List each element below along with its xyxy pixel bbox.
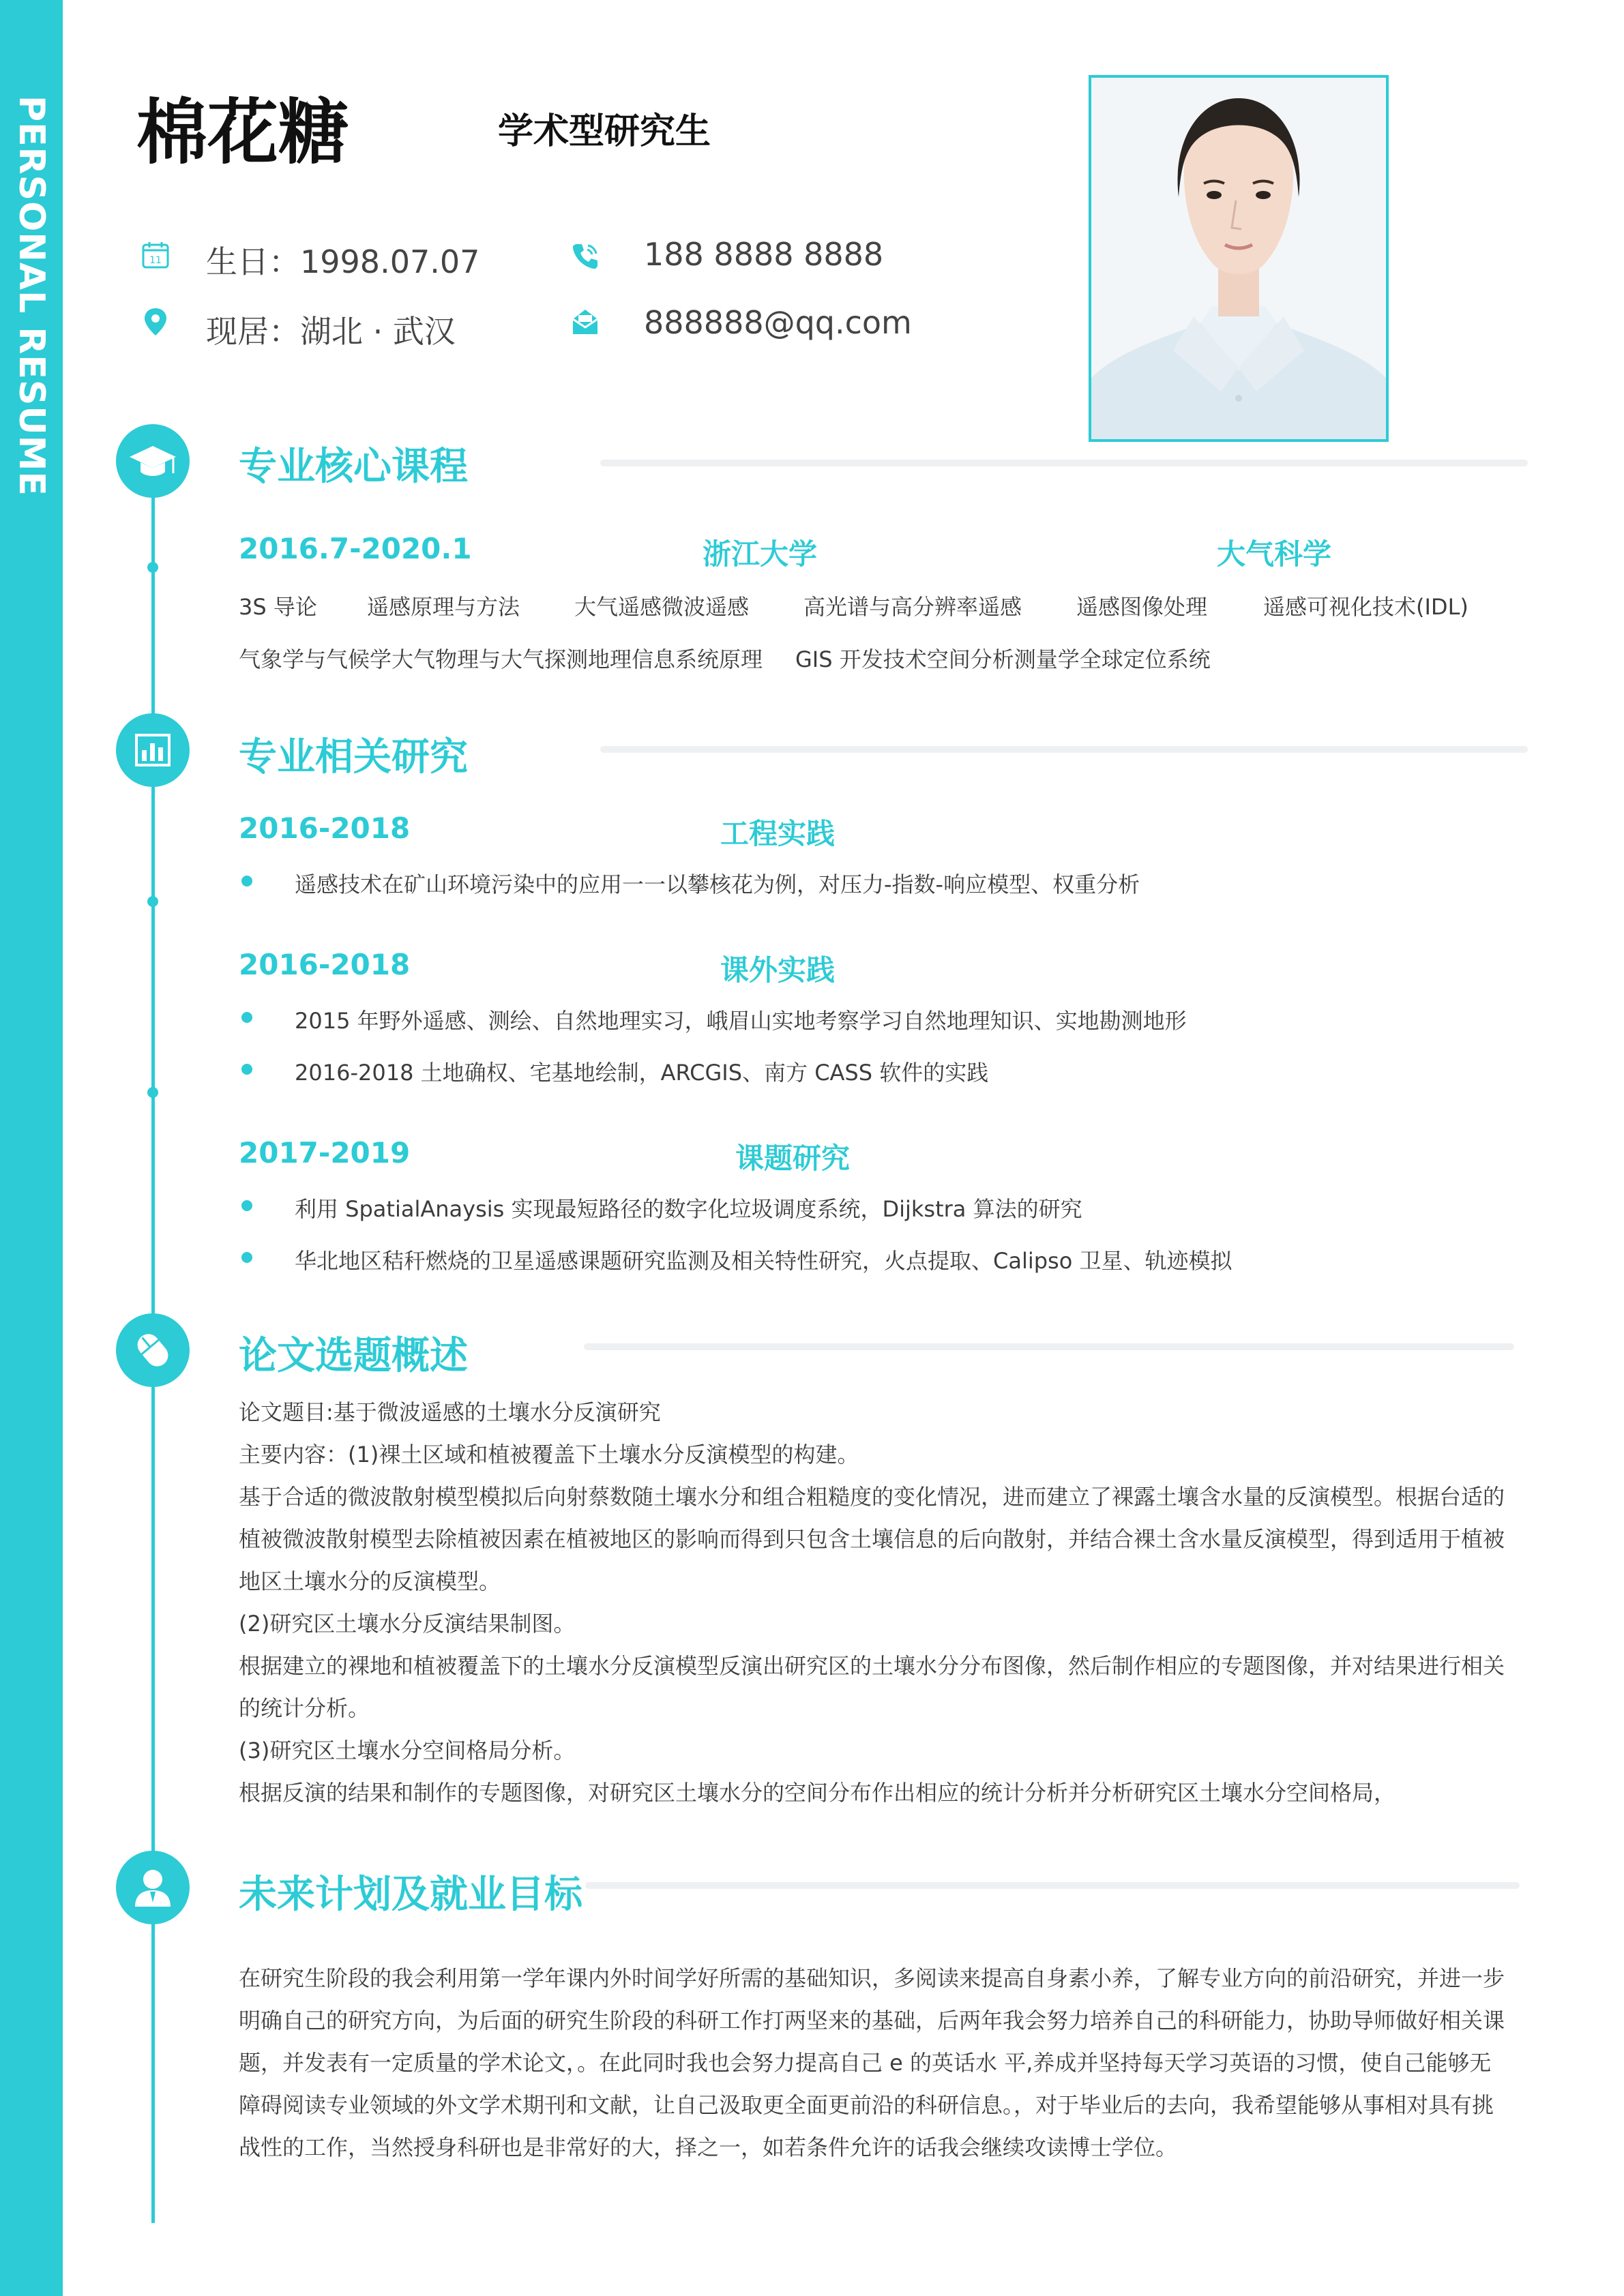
course-item: 3S 导论	[239, 594, 317, 620]
email-text: 888888@qq.com	[644, 304, 912, 341]
future-line: 战性的工作，当然授身科研也是非常好的大，择之一，如若条件允许的话我会继续攻读博士学位。	[239, 2134, 1178, 2160]
thesis-body	[239, 1391, 1521, 1814]
email-icon	[570, 307, 600, 337]
research-period: 2016-2018	[239, 948, 411, 981]
research-type: 工程实践	[720, 817, 836, 850]
section-divider	[600, 460, 1528, 466]
thesis-line: (3)研究区土壤水分空间格局分析。	[239, 1738, 576, 1763]
resume-name: 棉花糖	[136, 91, 350, 174]
thesis-line: 的统计分析。	[239, 1695, 370, 1721]
portrait-image	[1091, 78, 1386, 439]
future-line: 障碍阅读专业领域的外文学术期刊和文献，让自己汲取更全面更前沿的科研信息。，对于毕业后的去向，我希望能够从事相对具有挑	[239, 2092, 1494, 2118]
course-item: GIS 开发技术空间分析测量学全球定位系统	[795, 646, 1211, 672]
thesis-line: 主要内容：(1)裸土区域和植被覆盖下土壤水分反演模型的构建。	[239, 1442, 859, 1467]
future-body	[239, 1957, 1521, 2168]
research-period: 2016-2018	[239, 811, 411, 845]
bullet-dot	[241, 1252, 252, 1263]
course-item: 大气遥感微波遥感	[574, 594, 750, 620]
courses-major: 大气科学	[1217, 537, 1332, 571]
calendar-icon	[141, 240, 171, 270]
course-item: 遥感图像处理	[1076, 594, 1208, 620]
courses-school: 浙江大学	[703, 537, 818, 571]
section-icon-future	[116, 1851, 190, 1924]
thesis-line: 根据建立的裸地和植被覆盖下的土壤水分反演模型反演出研究区的土壤水分分布图像，然后制作相应的专题图像，并对结果进行相关	[239, 1653, 1505, 1679]
timeline-dot	[147, 1087, 158, 1098]
future-line: 题，并发表有一定质量的学术论文，。在此同时我也会努力提高自己 e 的英话水 平,养成并坚持每天学习英语的习惯，使自己能够无	[239, 2050, 1492, 2076]
section-title-future: 未来计划及就业目标	[239, 1873, 582, 1917]
thesis-line: 植被微波散射模型去除植被因素在植被地区的影响而得到只包含土壤信息的后向散射，并结合裸土含水量反演模型，得到适用于植被	[239, 1526, 1505, 1552]
future-line: 明确自己的研究方向，为后面的研究生阶段的科研工作打两坚来的基础，后两年我会努力培养自己的科研能力，协助导师做好相关课	[239, 2008, 1505, 2033]
research-type: 课外实践	[720, 953, 836, 987]
research-type: 课题研究	[735, 1142, 851, 1175]
bar-chart-icon	[116, 713, 190, 787]
residence-text: 现居：湖北 · 武汉	[206, 313, 456, 350]
course-item: 遥感可视化技术(IDL)	[1263, 594, 1468, 620]
calendar-day: 11	[149, 255, 162, 266]
thesis-line: 地区土壤水分的反演模型。	[239, 1568, 501, 1594]
courses-period: 2016.7-2020.1	[239, 532, 472, 565]
sidebar-vertical-text: PERSONAL RESUME	[11, 95, 52, 496]
phone-text: 188 8888 8888	[644, 236, 884, 273]
course-item: 遥感原理与方法	[367, 594, 520, 620]
research-item: 2016-2018 土地确权、宅基地绘制，ARCGIS、南方 CASS 软件的实践	[295, 1060, 989, 1086]
thesis-line: (2)研究区土壤水分反演结果制图。	[239, 1611, 576, 1637]
future-line: 在研究生阶段的我会利用第一学年课内外时间学好所需的基础知识，多阅读来提高自身素小养，了解专业方向的前沿研究，并进一步	[239, 1965, 1505, 1991]
research-period: 2017-2019	[239, 1136, 411, 1169]
birthday-text: 生日：1998.07.07	[206, 243, 480, 280]
thesis-line: 论文题目:基于微波遥感的土壤水分反演研究	[239, 1399, 661, 1425]
section-divider	[584, 1343, 1514, 1350]
section-divider	[585, 1882, 1520, 1889]
section-title-research: 专业相关研究	[239, 735, 468, 779]
research-item: 华北地区秸秆燃烧的卫星遥感课题研究监测及相关特性研究，火点提取、Calipso 卫星、轨迹模拟	[295, 1248, 1232, 1274]
section-title-courses: 专业核心课程	[239, 445, 468, 489]
thesis-line: 基于合适的微波散射模型模拟后向射蔡数随土壤水分和组合粗糙度的变化情况，进而建立了裸露土壤含水量的反演模型。根据台适的	[239, 1484, 1505, 1510]
section-icon-research	[116, 713, 190, 787]
timeline-dot	[147, 896, 158, 907]
resume-subtitle: 学术型研究生	[498, 111, 711, 152]
research-item: 利用 SpatialAnaysis 实现最短路径的数字化垃圾调度系统，Dijkstra 算法的研究	[295, 1196, 1082, 1222]
section-icon-graduation	[116, 424, 190, 498]
bullet-dot	[241, 876, 252, 886]
section-title-thesis: 论文选题概述	[239, 1334, 468, 1378]
section-divider	[600, 746, 1528, 753]
course-item: 气象学与气候学大气物理与大气探测地理信息系统原理	[239, 646, 763, 672]
bullet-dot	[241, 1064, 252, 1075]
bullet-dot	[241, 1012, 252, 1023]
mouse-icon	[116, 1313, 190, 1387]
research-item: 2015 年野外遥感、测绘、自然地理实习，峨眉山实地考察学习自然地理知识、实地勘测地形	[295, 1008, 1187, 1034]
research-item: 遥感技术在矿山环境污染中的应用一一以攀核花为例，对压力-指数-响应模型、权重分析	[295, 871, 1140, 897]
graduation-cap-icon	[116, 424, 190, 498]
profile-photo	[1089, 75, 1389, 442]
location-pin-icon	[141, 307, 171, 337]
section-icon-thesis	[116, 1313, 190, 1387]
phone-icon	[570, 241, 600, 271]
timeline-dot	[147, 562, 158, 573]
thesis-line: 根据反演的结果和制作的专题图像，对研究区土壤水分的空间分布作出相应的统计分析并分析研究区土壤水分空间格局，	[239, 1780, 1396, 1806]
bullet-dot	[241, 1200, 252, 1211]
sidebar-stripe	[0, 0, 63, 2296]
course-item: 高光谱与高分辨率遥感	[803, 594, 1022, 620]
user-icon	[116, 1851, 190, 1924]
